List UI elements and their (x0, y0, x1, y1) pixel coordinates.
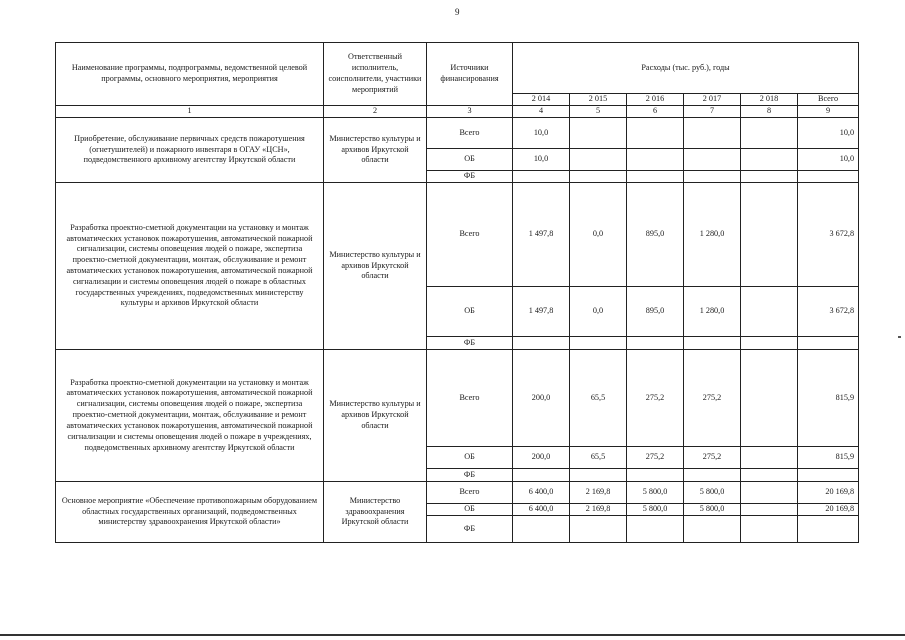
year-value (513, 337, 570, 350)
year-value (684, 149, 741, 171)
year-value (741, 183, 798, 287)
year-value: 1 280,0 (684, 183, 741, 287)
year-value (570, 516, 627, 543)
measure-name: Приобретение, обслуживание первичных средств пожаротушения (огнетушителей) и пожарного инвентаря в ОГАУ «ЦСН», подведомственного архивному агентству Иркутской области (56, 118, 324, 183)
col-number: 5 (570, 106, 627, 118)
measure-executor: Министерство культуры и архивов Иркутской области (324, 118, 427, 183)
funding-source: ФБ (427, 337, 513, 350)
year-value (684, 171, 741, 183)
scan-side-mark (898, 336, 901, 338)
year-value (627, 118, 684, 149)
year-value: 65,5 (570, 350, 627, 447)
header-year: 2 017 (684, 94, 741, 106)
year-value: 0,0 (570, 183, 627, 287)
year-value: 1 280,0 (684, 287, 741, 337)
year-value: 65,5 (570, 447, 627, 469)
year-value: 275,2 (684, 350, 741, 447)
header-total: Всего (798, 94, 859, 106)
header-year: 2 018 (741, 94, 798, 106)
funding-source: ФБ (427, 171, 513, 183)
total-value (798, 337, 859, 350)
header-name: Наименование программы, подпрограммы, ведомственной целевой программы, основного мероприятия, мероприятия (56, 43, 324, 106)
year-value: 5 800,0 (627, 482, 684, 504)
total-value: 10,0 (798, 118, 859, 149)
col-number: 1 (56, 106, 324, 118)
year-value (741, 504, 798, 516)
col-number: 4 (513, 106, 570, 118)
measure-executor: Министерство культуры и архивов Иркутской области (324, 350, 427, 482)
funding-source: ОБ (427, 447, 513, 469)
year-value: 2 169,8 (570, 482, 627, 504)
year-value: 895,0 (627, 287, 684, 337)
year-value (627, 149, 684, 171)
header-expenses: Расходы (тыс. руб.), годы (513, 43, 859, 94)
scan-edge-line (0, 634, 905, 636)
year-value (741, 350, 798, 447)
funding-source: ФБ (427, 516, 513, 543)
funding-source: ОБ (427, 504, 513, 516)
year-value (684, 469, 741, 482)
funding-source: ОБ (427, 287, 513, 337)
header-year: 2 015 (570, 94, 627, 106)
year-value: 200,0 (513, 447, 570, 469)
year-value (741, 149, 798, 171)
col-number: 9 (798, 106, 859, 118)
total-value (798, 171, 859, 183)
col-number: 2 (324, 106, 427, 118)
year-value (570, 337, 627, 350)
total-value: 3 672,8 (798, 287, 859, 337)
year-value: 1 497,8 (513, 183, 570, 287)
total-value (798, 516, 859, 543)
year-value (570, 469, 627, 482)
measure-executor: Министерство культуры и архивов Иркутской области (324, 183, 427, 350)
year-value (741, 171, 798, 183)
year-value: 0,0 (570, 287, 627, 337)
expenses-table (55, 42, 859, 543)
year-value: 275,2 (627, 447, 684, 469)
year-value (513, 469, 570, 482)
col-number: 7 (684, 106, 741, 118)
year-value (627, 469, 684, 482)
year-value (627, 516, 684, 543)
total-value: 815,9 (798, 350, 859, 447)
funding-source: Всего (427, 118, 513, 149)
col-number: 3 (427, 106, 513, 118)
year-value: 5 800,0 (684, 504, 741, 516)
col-number: 6 (627, 106, 684, 118)
measure-name: Основное мероприятие «Обеспечение противопожарным оборудованием областных государственных организаций, подведомственных министерству здравоохранения Иркутской области» (56, 482, 324, 543)
year-value: 275,2 (684, 447, 741, 469)
year-value (741, 287, 798, 337)
year-value (570, 149, 627, 171)
funding-source: Всего (427, 482, 513, 504)
year-value: 6 400,0 (513, 504, 570, 516)
year-value (627, 337, 684, 350)
year-value: 5 800,0 (627, 504, 684, 516)
year-value (741, 469, 798, 482)
page-number: 9 (455, 7, 460, 17)
total-value: 20 169,8 (798, 482, 859, 504)
year-value (513, 516, 570, 543)
year-value (570, 118, 627, 149)
year-value (741, 337, 798, 350)
total-value: 3 672,8 (798, 183, 859, 287)
funding-source: ОБ (427, 149, 513, 171)
header-executor: Ответственный исполнитель, соисполнители, участники мероприятий (324, 43, 427, 106)
year-value: 5 800,0 (684, 482, 741, 504)
total-value: 10,0 (798, 149, 859, 171)
total-value: 20 169,8 (798, 504, 859, 516)
year-value (741, 482, 798, 504)
year-value: 2 169,8 (570, 504, 627, 516)
measure-executor: Министерство здравоохранения Иркутской области (324, 482, 427, 543)
year-value: 1 497,8 (513, 287, 570, 337)
year-value: 275,2 (627, 350, 684, 447)
year-value (684, 337, 741, 350)
year-value (570, 171, 627, 183)
header-source: Источники финансирования (427, 43, 513, 106)
header-year: 2 016 (627, 94, 684, 106)
year-value: 10,0 (513, 149, 570, 171)
total-value: 815,9 (798, 447, 859, 469)
year-value (627, 171, 684, 183)
measure-name: Разработка проектно-сметной документации на установку и монтаж автоматических установок пожаротушения, автоматической пожарной сигнализации, системы оповещения людей о пожаре, экспертиза проектно-сметной документации, монтаж, обслуживание и ремонт автоматических установок пожаротушения, автоматической пожарной сигнализации и системы оповещения людей о пожаре в учреждениях, подведомственных архивному агентству Иркутской области (56, 350, 324, 482)
year-value (684, 118, 741, 149)
year-value: 895,0 (627, 183, 684, 287)
col-number: 8 (741, 106, 798, 118)
measure-name: Разработка проектно-сметной документации на установку и монтаж автоматических установок пожаротушения, автоматической пожарной сигнализации, системы оповещения людей о пожаре, экспертиза проектно-сметной документации, монтаж, обслуживание и ремонт автоматических установок пожаротушения, автоматической пожарной сигнализации и системы оповещения людей о пожаре в областных государственных учреждениях, подведомственных министерству культуры и архивов Иркутской области (56, 183, 324, 350)
year-value (741, 516, 798, 543)
year-value: 200,0 (513, 350, 570, 447)
header-year: 2 014 (513, 94, 570, 106)
year-value (741, 447, 798, 469)
year-value (684, 516, 741, 543)
total-value (798, 469, 859, 482)
year-value: 10,0 (513, 118, 570, 149)
year-value (741, 118, 798, 149)
year-value: 6 400,0 (513, 482, 570, 504)
funding-source: Всего (427, 183, 513, 287)
funding-source: ФБ (427, 469, 513, 482)
funding-source: Всего (427, 350, 513, 447)
year-value (513, 171, 570, 183)
